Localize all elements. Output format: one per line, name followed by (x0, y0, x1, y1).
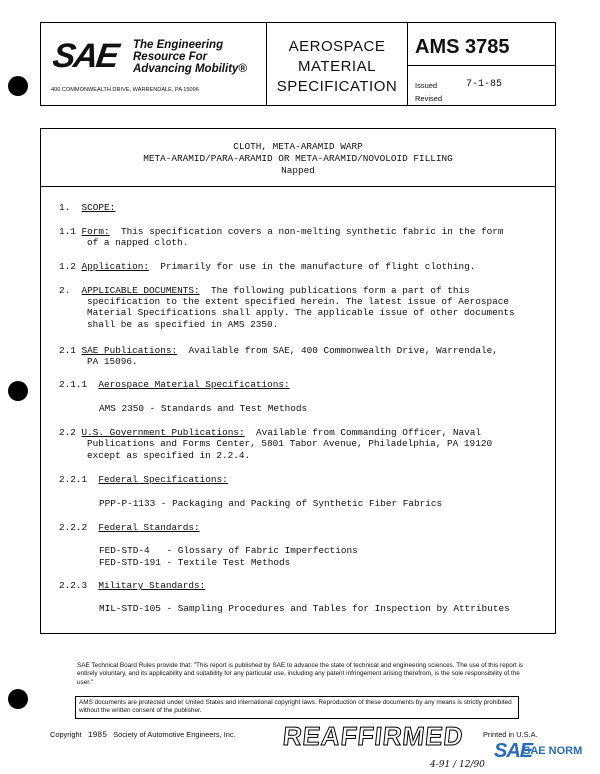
reaffirmed-stamp: REAFFIRMED (281, 721, 466, 751)
section-2-2-2: 2.2.2 Federal Standards: (59, 522, 200, 533)
section-2-1: 2.1 SAE Publications: Available from SAE, 400 Commonwealth Drive, Warrendale, (59, 345, 498, 356)
section-2-2-2-item-2: FED-STD-191 - Textile Test Methods (99, 557, 291, 568)
document-title (41, 129, 555, 187)
title-line-2: META-ARAMID/PARA-ARAMID OR META-ARAMID/NOVOLOID FILLING (143, 153, 453, 164)
section-2-line-3: Material Specifications shall apply. The applicable issue of other documents (87, 307, 515, 318)
document-body (40, 128, 556, 634)
section-1-1-cont: of a napped cloth. (87, 237, 189, 248)
sae-address: 400 COMMONWEALTH DRIVE, WARRENDALE, PA 15096 (51, 87, 199, 93)
spec-type-cell (267, 23, 408, 105)
section-2-line-4: shall be as specified in AMS 2350. (87, 319, 279, 330)
sae-logo-cell (41, 23, 267, 105)
section-2-2-3-item: MIL-STD-105 - Sampling Procedures and Tables for Inspection by Attributes (99, 603, 510, 614)
sae-norm-watermark-text: SAE NORM (523, 745, 583, 757)
issued-label: Issued (415, 81, 438, 90)
sae-logo: SAE (50, 37, 120, 75)
punch-hole-top (8, 76, 28, 96)
section-1: 1. SCOPE: (59, 202, 116, 213)
title-line-1: CLOTH, META-ARAMID WARP (233, 141, 363, 152)
copyright-line: Copyright 1985 Society of Automotive Engineers, Inc. (50, 730, 236, 740)
copyright-notice: AMS documents are protected under United States and international copyright laws. Reproduction of these documents by any means is strictly prohibited without the written consent of the publisher. (75, 696, 519, 719)
section-2-2-3: 2.2.3 Military Standards: (59, 580, 206, 591)
section-2-2: 2.2 U.S. Government Publications: Available from Commanding Officer, Naval (59, 427, 481, 438)
spec-type: AEROSPACE MATERIAL SPECIFICATION (276, 38, 398, 95)
section-2-2-2-item-1: FED-STD-4 - Glossary of Fabric Imperfections (99, 545, 358, 556)
header-box (40, 22, 556, 106)
section-2-2-line-2: Publications and Forms Center, 5801 Tabor Avenue, Philadelphia, PA 19120 (87, 438, 493, 449)
issued-date: 7-1-85 (466, 79, 503, 90)
section-1-2: 1.2 Application: Primarily for use in the manufacture of flight clothing. (59, 261, 476, 272)
section-2: 2. APPLICABLE DOCUMENTS: The following publications form a part of this (59, 285, 470, 296)
section-2-2-1: 2.2.1 Federal Specifications: (59, 474, 228, 485)
technical-board-rules: SAE Technical Board Rules provide that: "This report is published by SAE to advance the state of technical and engineering sciences. The use of this report is entirely voluntary, and its applicability and suitability for any particular use, including any patent infringement arising therefrom, is the sole responsibility of the user." (77, 662, 524, 686)
punch-hole-middle (8, 381, 28, 401)
printed-in: Printed in U.S.A. (483, 730, 538, 739)
section-2-2-1-item: PPP-P-1133 - Packaging and Packing of Synthetic Fiber Fabrics (99, 498, 443, 509)
punch-hole-bottom (8, 689, 28, 709)
spec-number: AMS 3785 (415, 36, 510, 58)
handwritten-signature: 4-91 / 12/90 (430, 760, 485, 770)
sae-norm-watermark-logo: SAE (494, 740, 533, 762)
section-1-1: 1.1 Form: This specification covers a non-melting synthetic fabric in the form (59, 226, 504, 237)
section-2-1-1: 2.1.1 Aerospace Material Specifications: (59, 379, 290, 390)
divider (408, 65, 555, 66)
section-2-1-1-item: AMS 2350 - Standards and Test Methods (99, 403, 308, 414)
section-2-1-cont: PA 15096. (87, 356, 138, 367)
sae-tagline: The Engineering Resource For Advancing Mobility® (133, 39, 247, 75)
revised-label: Revised (415, 94, 443, 103)
title-line-3: Napped (281, 165, 315, 176)
section-2-line-2: specification to the extent specified herein. The latest issue of Aerospace (87, 296, 509, 307)
section-2-2-line-3: except as specified in 2.2.4. (87, 450, 251, 461)
spec-number-cell (408, 23, 555, 105)
